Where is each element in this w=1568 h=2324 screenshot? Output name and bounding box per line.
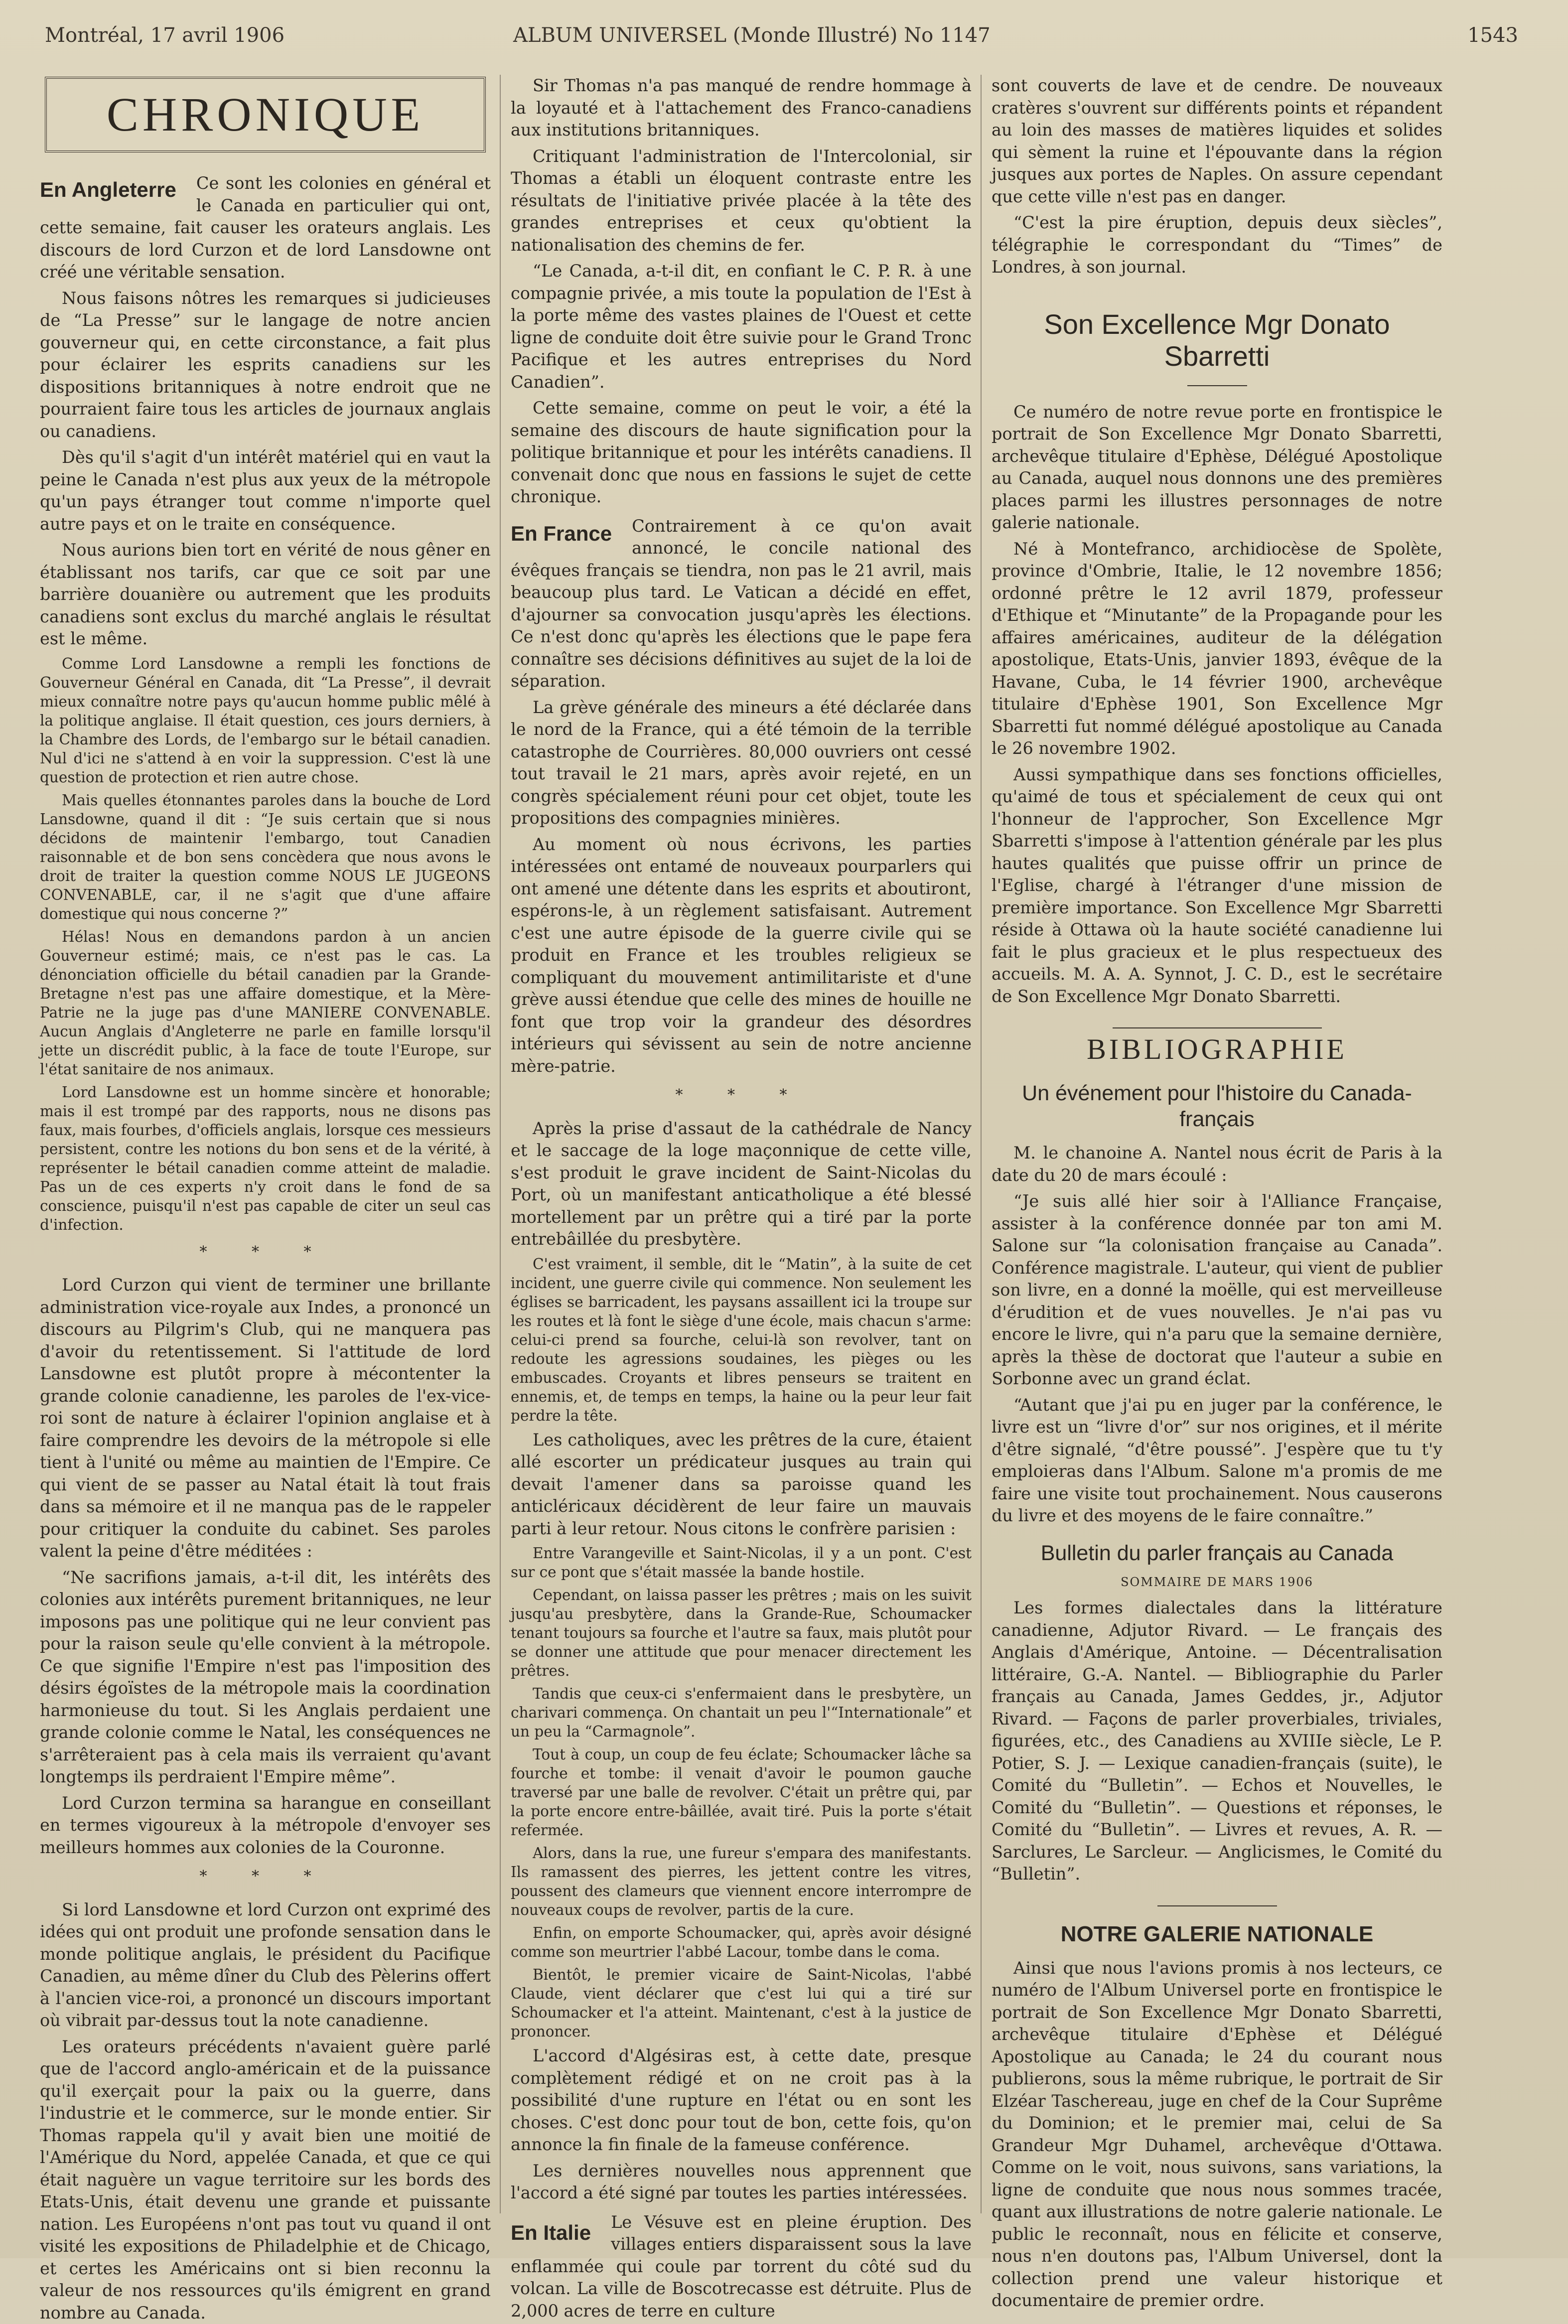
- paragraph: Les formes dialectales dans la littérature canadienne, Adjutor Rivard. — Le français des Anglais d'Amérique, Antoine. — Décentralisation littéraire, G.-A. Nantel. — Bibliographie du Parler français au Canada, James Geddes, jr., Adjutor Rivard. — Façons de parler proverbiales, triviales, figurées, etc., des Canadiens au XVIIIe siècle, Le P. Potier, S. J. — Lexique canadien-français (suite), le Comité du “Bulletin”. — Echos et Nouvelles, le Comité du “Bulletin”. — Questions et réponses, le Comité du “Bulletin”. — Livres et revues, A. R. — Sarclures, Le Sarcleur. — Anglicismes, le Comité du “Bulletin”.: [992, 1597, 1442, 1886]
- heading-rule: [1187, 385, 1247, 386]
- paragraph: Né à Montefranco, archidiocèse de Spolète, province d'Ombrie, Italie, le 12 novembre 1856; ordonné prêtre le 12 avril 1879, professeur d'Ethique et “Minutante” de la Propagande pour les affaires américaines, auditeur de la délégation apostolique, Etats-Unis, janvier 1893, évêque de la Havane, Cuba, le 14 février 1900, archevêque titulaire d'Ephèse 1901, Son Excellence Mgr Sbarretti fut nommé délégué apostolique au Canada le 26 novembre 1902.: [992, 538, 1442, 760]
- article-heading-evenement: Un événement pour l'histoire du Canada-français: [992, 1080, 1442, 1132]
- paragraph: Ainsi que nous l'avions promis à nos lecteurs, ce numéro de l'Album Universel porte en frontispice le portrait de Son Excellence Mgr Donato Sbarretti, archevêque titulaire d'Ephèse et Délégué Apostolique au Canada; le 24 du courant nous publierons, sous la même rubrique, le portrait de Sir Elzéar Taschereau, juge en chef de la Cour Suprême du Dominion; et le premier mai, celui de Sa Grandeur Mgr Duhamel, archevêque d'Ottawa. Comme on le voit, nous suivons, sans variations, la ligne de conduite que nous nous sommes tracée, quant aux illustrations de notre galerie nationale. Le public le reconnaît, nous en félicite et conserve, nous n'en doutons pas, l'Album Universel, dont la collection prend une valeur historique et documentaire de premier ordre.: [992, 1957, 1442, 2312]
- paragraph: Si lord Lansdowne et lord Curzon ont exprimé des idées qui ont produit une profonde sensation dans le monde politique anglais, le président du Pacifique Canadien, au même dîner du Club des Pèlerins offert à l'ancien vice-roi, a prononcé un discours important où vibrait par-dessus tout la note canadienne.: [40, 1899, 491, 2032]
- paragraph: Le Vésuve est en pleine éruption. Des villages entiers disparaissent sous la lave enflammée qui coule par torrent du côté sud du volcan. La ville de Boscotrecasse est détruite. Plus de 2,000 acres de terre en culture: [511, 2211, 972, 2323]
- quoted-paragraph: C'est vraiment, il semble, dit le “Matin”, à la suite de cet incident, une guerre civile qui commence. Non seulement les églises se barricadent, les paysans assaillent ici la troupe sur les routes et là font le siège d'une école, mais chacun s'arme: celui-ci prend sa fourche, celui-là son revolver, tant on redoute les agressions soudaines, les pièges ou les embuscades. Croyants et libres penseurs se traitent en ennemis, et, de temps en temps, la haine ou la peur leur fait perdre la tête.: [511, 1255, 972, 1425]
- paragraph: “Le Canada, a-t-il dit, en confiant le C. P. R. à une compagnie privée, a mis toute la population de l'Est à la porte même des vastes plaines de l'Ouest et cette ligne de conduite doit être suivie pour le Grand Tronc Pacifique et les autres entreprises du Nord Canadien”.: [511, 260, 972, 393]
- paragraph: Les catholiques, avec les prêtres de la cure, étaient allé escorter un prédicateur jusques au train qui devait l'amener dans sa paroisse quand les anticléricaux décidèrent de leur faire un mauvais parti à leur retour. Nous citons le confrère parisien :: [511, 1429, 972, 1540]
- quoted-paragraph: Tandis que ceux-ci s'enfermaient dans le presbytère, un charivari commença. On chantait un peu l'“Internationale” et un peu la “Carmagnole”.: [511, 1684, 972, 1741]
- section-heading-italie: En Italie: [511, 2221, 591, 2244]
- paragraph: M. le chanoine A. Nantel nous écrit de Paris à la date du 20 de mars écoulé :: [992, 1142, 1442, 1186]
- column-2: [511, 75, 972, 2213]
- quoted-paragraph: Entre Varangeville et Saint-Nicolas, il y a un pont. C'est sur ce pont que s'était massée la bande hostile.: [511, 1544, 972, 1582]
- quoted-paragraph: Tout à coup, un coup de feu éclate; Schoumacker lâche sa fourche et tombe: il venait d'avoir le poumon gauche traversé par une balle de revolver. C'était un prêtre qui, par la porte encore entre-bâillée, avait tiré. Puis la porte s'était refermée.: [511, 1745, 972, 1840]
- quoted-paragraph: Lord Lansdowne est un homme sincère et honorable; mais il est trompé par des rapports, nous ne disons pas faux, mais fourbes, d'officiels anglais, lorsque ces messieurs persistent, contre les notions du bon sens et de la vérité, à représenter le bétail canadien comme atteint de maladie. Pas un de ces experts n'y croit dans le fond de sa conscience, puisqu'il n'est pas capable de citer un seul cas d'infection.: [40, 1083, 491, 1234]
- header-masthead: ALBUM UNIVERSEL (Monde Illustré) No 1147: [513, 24, 991, 47]
- quoted-paragraph: Enfin, on emporte Schoumacker, qui, après avoir désigné comme son meurtrier l'abbé Lacour, tombe dans le coma.: [511, 1923, 972, 1961]
- chronique-title-box: [45, 77, 486, 152]
- article-heading-sbarretti: Son Excellence Mgr Donato Sbarretti: [992, 308, 1442, 372]
- paragraph: “Ne sacrifions jamais, a-t-il dit, les intérêts des colonies aux intérêts purement britanniques, ne leur imposons pas une politique qui ne leur convient pas pour la raison seule qu'elle convient à la métropole. Ce que signifie l'Empire n'est pas l'imposition des désirs égoïstes de la métropole mais la coordination harmonieuse du tout. Si les Anglais perdaient une grande colonie comme le Natal, les conséquences ne s'arrêteraient pas à cela mais ils verraient qu'avant longtemps ils perdraient l'Empire même”.: [40, 1567, 491, 1788]
- paragraph: Nous aurions bien tort en vérité de nous gêner en établissant nos tarifs, car que ce soit par une barrière douanière ou autrement que les produits canadiens sont exclus du marché anglais le résultat est le même.: [40, 539, 491, 650]
- paragraph: “Autant que j'ai pu en juger par la conférence, le livre est un “livre d'or” sur nos origines, et il mérite d'être signalé, “d'être poussé”. J'espère que tu t'y emploieras dans l'Album. Salone m'a promis de me faire une visite tout prochainement. Nous causerons du livre et des moyens de le faire connaître.”: [992, 1394, 1442, 1527]
- paragraph: Nous faisons nôtres les remarques si judicieuses de “La Presse” sur le langage de notre ancien gouverneur qui, en cette circonstance, a fait plus pour éclairer les esprits canadiens sur les dispositions britanniques à notre endroit que ne pourraient faire tous les articles de journaux anglais ou canadiens.: [40, 288, 491, 443]
- paragraph: Contrairement à ce qu'on avait annoncé, le concile national des évêques français se tiendra, non pas le 21 avril, mais beaucoup plus tard. Le Vatican a décidé en effet, d'ajourner sa convocation jusqu'après les élections. Ce n'est donc qu'après les élections que le pape fera connaître ses décisions définitives au sujet de la loi de séparation.: [511, 515, 972, 693]
- paragraph: Les orateurs précédents n'avaient guère parlé que de l'accord anglo-américain et de la puissance qu'il exerçait pour la paix ou la guerre, dans l'industrie et le commerce, sur le monde entier. Sir Thomas rappela qu'il y avait bien une moitié de l'Amérique du Nord, appelée Canada, et que ce qui était naguère un vague territoire sur les bords des Etats-Unis, était devenu une grande et puissante nation. Les Européens n'ont pas tout vu quand il ont visité les expositions de Philadelphie et de Chicago, et certes les Américains ont si bien reconnu la valeur de nos ressources qu'ils émigrent en grand nombre au Canada.: [40, 2036, 491, 2324]
- article-heading-galerie: NOTRE GALERIE NATIONALE: [992, 1921, 1442, 1947]
- section-separator: * * *: [40, 1241, 491, 1264]
- paragraph: Lord Curzon termina sa harangue en conseillant en termes vigoureux à la métropole d'envoyer ses meilleurs hommes aux colonies de la Couronne.: [40, 1792, 491, 1859]
- paragraph: Aussi sympathique dans ses fonctions officielles, qu'aimé de tous et spécialement de ceux qui ont l'honneur de l'approcher, Son Excellence Mgr Sbarretti s'impose à l'attention générale par les plus hautes qualités que puisse offrir un prince de l'Eglise, chargé à l'étranger d'une mission de première importance. Son Excellence Mgr Sbarretti réside à Ottawa où la haute société canadienne lui fait le plus gracieux et le plus respectueux des accueils. M. A. A. Synnot, J. C. D., est le secrétaire de Son Excellence Mgr Donato Sbarretti.: [992, 764, 1442, 1008]
- paragraph: “Je suis allé hier soir à l'Alliance Française, assister à la conférence donnée par ton ami M. Salone sur “la colonisation française au Canada”. Conférence magistrale. L'auteur, qui vient de publier son livre, en a donné la moëlle, qui est merveilleuse d'érudition et de vues nouvelles. Je n'ai pas vu encore le livre, qui n'a paru que la semaine dernière, après la thèse de doctorat que l'auteur a subie en Sorbonne avec un grand éclat.: [992, 1190, 1442, 1390]
- paragraph: Au moment où nous écrivons, les parties intéressées ont entamé de nouveaux pourparlers qui ont amené une détente dans les esprits et aboutiront, espérons-le, à un règlement satisfaisant. Autrement c'est une autre épisode de la guerre civile qui se produit en France et les troubles religieux se compliquant du mouvement antimilitariste et d'une grève aussi étendue que celle des mines de houille ne font que trop voir la grandeur des désordres intérieurs qui sévissent au sein de notre ancienne mère-patrie.: [511, 834, 972, 1078]
- section-separator: * * *: [511, 1084, 972, 1107]
- section-heading-france: En France: [511, 522, 612, 545]
- paragraph: Cette semaine, comme on peut le voir, a été la semaine des discours de haute signification pour la politique britannique et pour les intérêts canadiens. Il convenait donc que nous en fassions le sujet de cette chronique.: [511, 397, 972, 508]
- column-1: [40, 75, 491, 2213]
- paragraph: “C'est la pire éruption, depuis deux siècles”, télégraphie le correspondant du “Times” de Londres, à son journal.: [992, 212, 1442, 279]
- bibliographie-heading: BIBLIOGRAPHIE: [992, 1033, 1442, 1065]
- chronique-title: CHRONIQUE: [47, 90, 484, 140]
- paragraph: sont couverts de lave et de cendre. De nouveaux cratères s'ouvrent sur différents points et répandent au loin des masses de matières liquides et solides qui sèment la ruine et l'épouvante dans la région jusques aux portes de Naples. On assure cependant que cette ville n'est pas en danger.: [992, 75, 1442, 208]
- article-heading-bulletin: Bulletin du parler français au Canada: [992, 1540, 1442, 1566]
- section-rule: [1113, 1027, 1322, 1028]
- section-rule: [1157, 1905, 1277, 1906]
- paragraph: Ce numéro de notre revue porte en frontispice le portrait de Son Excellence Mgr Donato Sbarretti, archevêque titulaire d'Ephèse, Délégué Apostolique au Canada, auquel nous donnons une des premières places parmi les illustres personnages de notre galerie nationale.: [992, 401, 1442, 534]
- quoted-paragraph: Bientôt, le premier vicaire de Saint-Nicolas, l'abbé Claude, vient déclarer que c'est lui qui a tiré sur Schoumacker et l'a atteint. Maintenant, c'est à la justice de prononcer.: [511, 1965, 972, 2041]
- page-header: [45, 24, 1518, 54]
- paragraph: La grève générale des mineurs a été déclarée dans le nord de la France, qui a été témoin de la terrible catastrophe de Courrières. 80,000 ouvriers ont cessé tout travail le 21 mars, après avoir rejeté, en un congrès spécialement réuni pour cet objet, toute les propositions des compagnies minières.: [511, 697, 972, 830]
- header-page-number: 1543: [1467, 24, 1518, 47]
- column-divider: [500, 75, 501, 2213]
- sommaire-label: SOMMAIRE DE MARS 1906: [992, 1571, 1442, 1594]
- section-heading-angleterre: En Angleterre: [40, 178, 176, 201]
- paragraph: Dès qu'il s'agit d'un intérêt matériel qui en vaut la peine le Canada n'est plus aux yeux de la métropole qu'un pays étranger tout comme n'importe quel autre pays et on le traite en conséquence.: [40, 446, 491, 535]
- paragraph: Les dernières nouvelles nous apprennent que l'accord a été signé par toutes les parties intéressées.: [511, 2160, 972, 2204]
- quoted-paragraph: Cependant, on laissa passer les prêtres ; mais on les suivit jusqu'au presbytère, dans la Grande-Rue, Schoumacker tenant toujours sa fourche et l'autre sa faux, mais plutôt pour se donner une attitude que pour menacer directement les prêtres.: [511, 1586, 972, 1680]
- quoted-paragraph: Hélas! Nous en demandons pardon à un ancien Gouverneur estimé; mais, ce n'est pas le cas. La dénonciation officielle du bétail canadien par la Grande-Bretagne n'est pas une affaire domestique, et la Mère-Patrie ne la juge pas d'une MANIERE CONVENABLE. Aucun Anglais d'Angleterre ne parle en famille lorsqu'il jette un discrédit public, à la face de toute l'Europe, sur l'état sanitaire de nos animaux.: [40, 927, 491, 1079]
- paragraph: Lord Curzon qui vient de terminer une brillante administration vice-royale aux Indes, a prononcé un discours au Pilgrim's Club, qui ne manquera pas d'avoir du retentissement. Si l'attitude de lord Lansdowne est plutôt propre à mécontenter la grande colonie canadienne, les paroles de l'ex-vice-roi sont de nature à éclairer l'opinion anglaise et à faire comprendre les devoirs de la métropole si elle tient à l'unité ou même au maintien de l'Empire. Ce qui vient de se passer au Natal était là tout frais dans sa mémoire et il ne manqua pas de le rappeler pour critiquer la conduite du cabinet. Ses paroles valent la peine d'être méditées :: [40, 1274, 491, 1563]
- column-divider: [981, 75, 982, 2213]
- paragraph: Après la prise d'assaut de la cathédrale de Nancy et le saccage de la loge maçonnique de cette ville, s'est produit le grave incident de Saint-Nicolas du Port, où un manifestant anticatholique a été blessé mortellement par un prêtre qui a tiré par la porte entrebâillée du presbytère.: [511, 1118, 972, 1251]
- paragraph: Ce sont les colonies en général et le Canada en particulier qui ont, cette semaine, fait causer les orateurs anglais. Les discours de lord Curzon et de lord Lansdowne ont créé une véritable sensation.: [40, 172, 491, 284]
- paragraph: Critiquant l'administration de l'Intercolonial, sir Thomas a établi un éloquent contraste entre les résultats de l'initiative privée placée à la tête des grandes entreprises et ceux qu'obtient la nationalisation des chemins de fer.: [511, 145, 972, 257]
- paragraph: Sir Thomas n'a pas manqué de rendre hommage à la loyauté et à l'attachement des Franco-canadiens aux institutions britanniques.: [511, 75, 972, 142]
- quoted-paragraph: Alors, dans la rue, une fureur s'empara des manifestants. Ils ramassent des pierres, les jettent contre les vitres, poussent des clameurs que viennent encore interrompre de nouveaux coups de revolver, partis de la cure.: [511, 1844, 972, 1919]
- paragraph: L'accord d'Algésiras est, à cette date, presque complètement rédigé et on ne croit pas à la possibilité d'une rupture en l'état ou en sont les choses. C'est donc pour tout de bon, cette fois, qu'on annonce la fin finale de la fameuse conférence.: [511, 2045, 972, 2156]
- column-3: [992, 75, 1442, 2213]
- quoted-paragraph: Comme Lord Lansdowne a rempli les fonctions de Gouverneur Général en Canada, dit “La Presse”, il devrait mieux connaître notre pays qu'aucun homme public mêlé à la politique anglaise. Il était question, ces jours derniers, à la Chambre des Lords, de l'embargo sur le bétail canadien. Nul d'ici ne s'attend à en voir la suppression. C'est là une question de protection et rien autre chose.: [40, 654, 491, 787]
- section-separator: * * *: [40, 1866, 491, 1888]
- quoted-paragraph: Mais quelles étonnantes paroles dans la bouche de Lord Lansdowne, quand il dit : “Je suis certain que si nous décidons de maintenir l'embargo, tout Canadien raisonnable et de bon sens concèdera que nous avons le droit de traiter la question comme NOUS LE JUGEONS CONVENABLE, car, il ne s'agit que d'une affaire domestique qui nous concerne ?”: [40, 791, 491, 923]
- header-date: Montréal, 17 avril 1906: [45, 24, 285, 47]
